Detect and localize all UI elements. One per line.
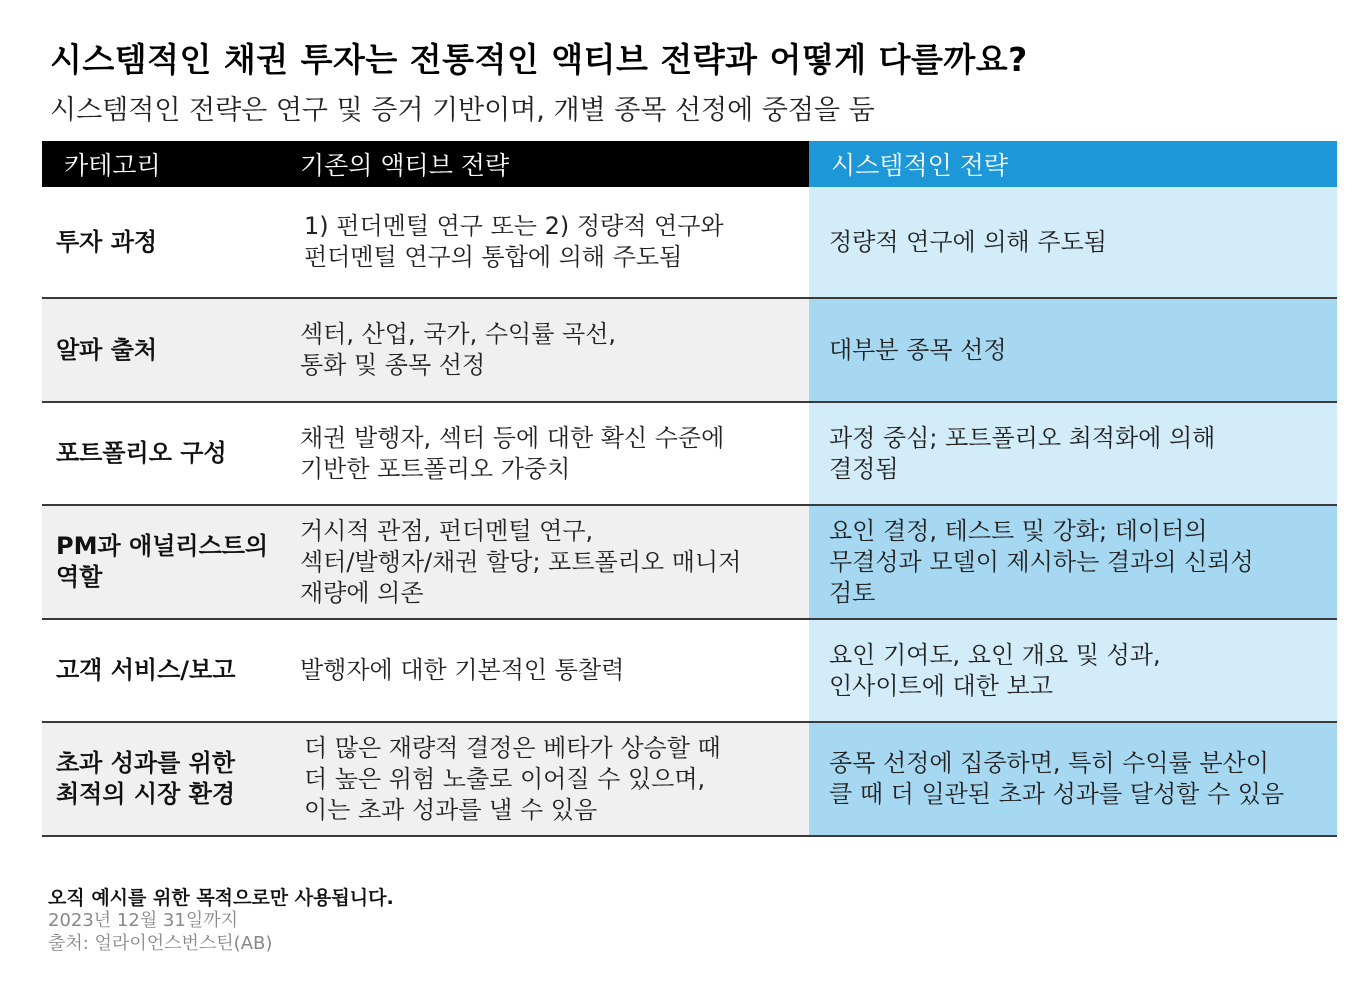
systematic-text: 요인 결정, 테스트 및 강화; 데이터의 [829, 516, 1208, 545]
row-active [278, 298, 809, 402]
category-text: 투자 과정 [56, 227, 158, 256]
table-header-row [42, 141, 1337, 187]
row-active [278, 402, 809, 505]
systematic-text: 정량적 연구에 의해 주도됨 [829, 227, 1107, 256]
row-systematic [809, 619, 1337, 722]
category-text: 고객 서비스/보고 [56, 656, 236, 684]
active-text: 1) 펀더멘털 연구 또는 2) 정량적 연구와 [304, 212, 724, 240]
footer-source: 출처: 얼라이언스번스틴(AB) [48, 933, 273, 954]
systematic-text: 대부분 종목 선정 [829, 335, 1007, 364]
footer-date: 2023년 12월 31일까지 [48, 910, 239, 931]
table-row [42, 722, 1337, 836]
category-text: 최적의 시장 환경 [56, 780, 235, 808]
footer-disclaimer: 오직 예시를 위한 목적으로만 사용됩니다. [48, 887, 394, 909]
header-category: 카테고리 [42, 141, 278, 187]
active-text: 더 높은 위험 노출로 이어질 수 있으며, [304, 764, 706, 793]
active-text: 통화 및 종목 선정 [300, 351, 486, 379]
table-row [42, 402, 1337, 505]
row-systematic [809, 505, 1337, 619]
table-row [42, 187, 1337, 298]
row-active [278, 722, 809, 836]
row-active [278, 619, 809, 722]
active-text: 거시적 관점, 펀더멘털 연구, [300, 516, 594, 545]
category-text: PM과 애널리스트의 [56, 532, 269, 560]
table-row [42, 619, 1337, 722]
systematic-text: 종목 선정에 집중하면, 특히 수익률 분산이 [829, 749, 1269, 777]
active-text: 섹터/발행자/채권 할당; 포트폴리오 매니저 [300, 547, 742, 576]
active-text: 채권 발행자, 섹터 등에 대한 확신 수준에 [300, 423, 725, 452]
active-text: 기반한 포트폴리오 가중치 [300, 454, 571, 483]
header-systematic: 시스템적인 전략 [809, 141, 1337, 187]
row-systematic [809, 722, 1337, 836]
systematic-text: 검토 [829, 578, 876, 607]
active-text: 펀더멘털 연구의 통합에 의해 주도됨 [304, 243, 683, 271]
systematic-text: 과정 중심; 포트폴리오 최적화에 의해 [829, 423, 1216, 452]
active-text: 이는 초과 성과를 낼 수 있음 [304, 795, 598, 824]
row-category [42, 722, 278, 836]
page-title: 시스템적인 채권 투자는 전통적인 액티브 전략과 어떻게 다를까요? [50, 40, 1028, 79]
comparison-table [42, 141, 1337, 837]
table-row [42, 298, 1337, 402]
systematic-text: 요인 기여도, 요인 개요 및 성과, [829, 640, 1161, 669]
row-active [278, 187, 809, 298]
header-active: 기존의 액티브 전략 [278, 141, 809, 187]
row-systematic [809, 187, 1337, 298]
systematic-text: 무결성과 모델이 제시하는 결과의 신뢰성 [829, 547, 1254, 576]
row-systematic [809, 298, 1337, 402]
active-text: 섹터, 산업, 국가, 수익률 곡선, [300, 320, 617, 348]
active-text: 재량에 의존 [300, 578, 424, 607]
row-category [42, 505, 278, 619]
page-subtitle: 시스템적인 전략은 연구 및 증거 기반이며, 개별 종목 선정에 중점을 둠 [50, 95, 875, 126]
row-category [42, 187, 278, 298]
row-category [42, 619, 278, 722]
category-text: 역할 [56, 563, 103, 591]
row-category [42, 402, 278, 505]
category-text: 초과 성과를 위한 [56, 749, 235, 777]
systematic-text: 결정됨 [829, 454, 899, 483]
active-text: 발행자에 대한 기본적인 통찰력 [300, 656, 625, 684]
category-text: 포트폴리오 구성 [56, 439, 227, 467]
row-active [278, 505, 809, 619]
systematic-text: 클 때 더 일관된 초과 성과를 달성할 수 있음 [829, 780, 1285, 808]
systematic-text: 인사이트에 대한 보고 [829, 671, 1053, 700]
table-row [42, 505, 1337, 619]
row-systematic [809, 402, 1337, 505]
category-text: 알파 출처 [56, 335, 158, 364]
active-text: 더 많은 재량적 결정은 베타가 상승할 때 [304, 733, 721, 762]
row-category [42, 298, 278, 402]
